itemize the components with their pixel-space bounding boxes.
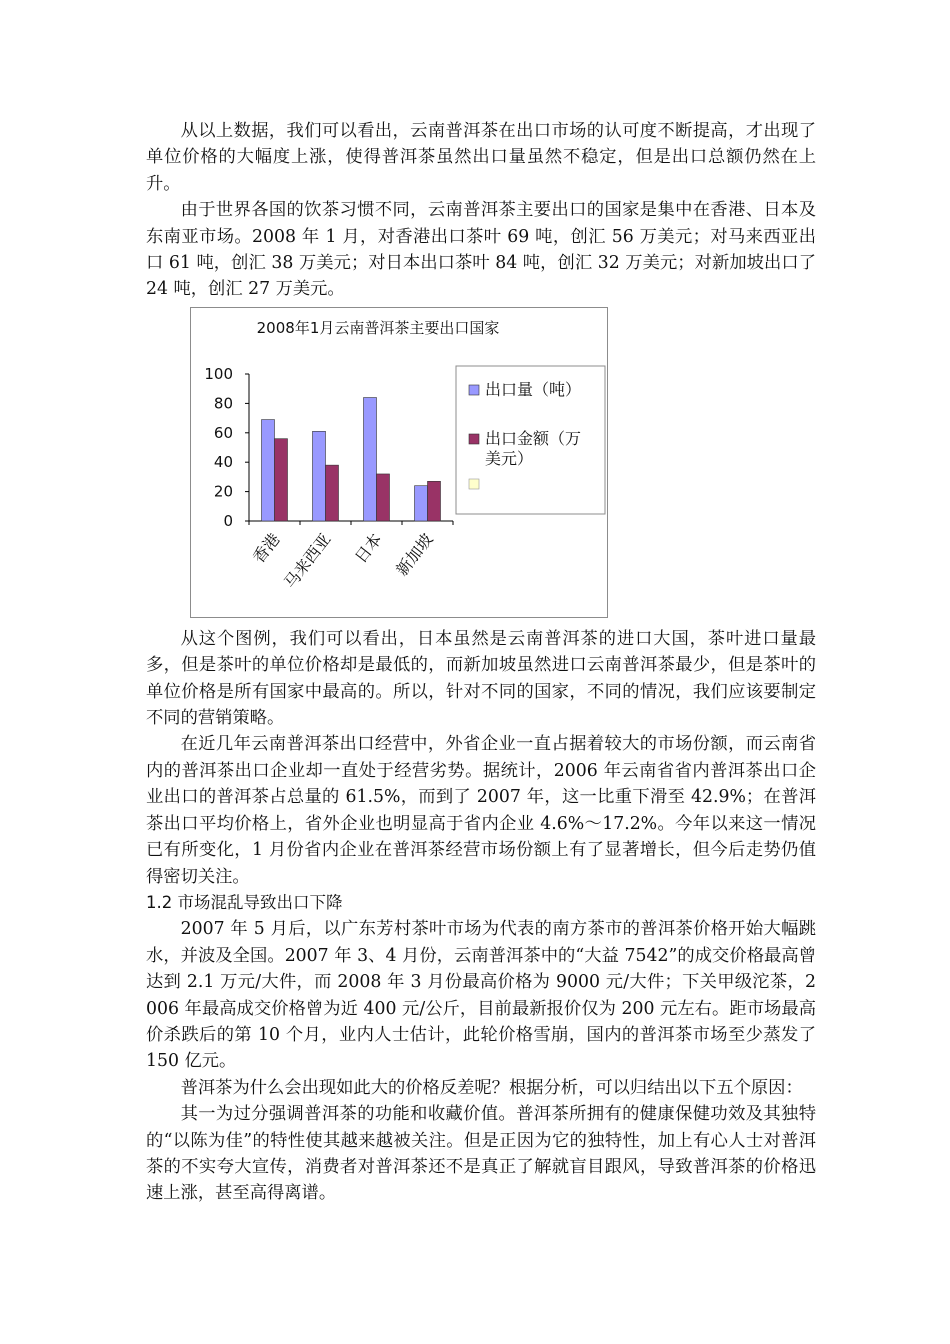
- bar-value-3: [428, 481, 441, 521]
- legend-label-export-value-line1: 出口金额（万: [485, 428, 582, 448]
- bar-volume-1: [313, 431, 326, 521]
- paragraph-five-reasons: 普洱茶为什么会出现如此大的价格反差呢？根据分析，可以归结出以下五个原因：: [180, 1077, 803, 1098]
- y-tick-label: 60: [213, 423, 233, 442]
- section-heading: 1.2 市场混乱导致出口下降: [146, 892, 343, 912]
- bar-value-1: [326, 465, 339, 521]
- paragraph-export-countries: 由于世界各国的饮茶习惯不同，云南普洱茶主要出口的国家是集中在香港、日本及东南亚市场。2008 年 1 月，对香港出口茶叶 69 吨，创汇 56 万美元；对马来西亚出口 61 吨，创汇 38 万美元；对日本出口茶叶 84 吨，创汇 32 万美元；对新加坡出口了 24 吨，创汇 27 万美元。: [146, 200, 816, 300]
- chart-title: 2008年1月云南普洱茶主要出口国家: [256, 318, 500, 337]
- y-tick-label: 40: [213, 453, 233, 472]
- y-tick-label: 20: [213, 482, 233, 501]
- category-label: 新加坡: [392, 529, 437, 580]
- bar-volume-2: [364, 397, 377, 520]
- category-label: 马来西亚: [280, 529, 335, 592]
- legend-swatch-export-value: [469, 434, 479, 444]
- legend-label-export-volume: 出口量（吨）: [485, 379, 582, 399]
- legend-label-export-value-line2: 美元）: [485, 448, 534, 468]
- bar-value-2: [377, 474, 390, 521]
- document-page: [146, 118, 816, 1207]
- paragraph-reason-one: 其一为过分强调普洱茶的功能和收藏价值。普洱茶所拥有的健康保健功效及其独特的“以陈为佳”的特性使其越来越被关注。但是正因为它的独特性，加上有心人士对普洱茶的不实夸大宣传，消费者对普洱茶还不是真正了解就盲目跟风，导致普洱茶的价格迅速上涨，甚至高得离谱。: [146, 1104, 816, 1204]
- legend: [456, 366, 605, 514]
- bar-volume-0: [262, 419, 275, 520]
- category-label: 日本: [350, 529, 386, 567]
- legend-swatch-export-volume: [469, 385, 479, 395]
- y-tick-label: 80: [213, 394, 233, 413]
- bar-volume-3: [415, 486, 428, 521]
- chart-canvas: [191, 308, 607, 617]
- export-chart: [190, 307, 608, 618]
- bar-value-0: [275, 439, 288, 521]
- legend-swatch-empty: [469, 479, 479, 489]
- bars: [262, 397, 441, 520]
- paragraph-price-crash: 2007 年 5 月后，以广东芳村茶叶市场为代表的南方茶市的普洱茶价格开始大幅跳水，并波及全国。2007 年 3、4 月份，云南普洱茶中的“大益 7542”的成交价格最高曾达到 2.1 万元/大件，而 2008 年 3 月份最高价格为 9000 元/大件；下关甲级沱茶，2006 年最高成交价格曾为近 400 元/公斤，目前最新报价仅为 200 元左右。距市场最高价杀跌后的第 10 个月，业内人士估计，此轮价格雪崩，国内的普洱茶市场至少蒸发了 150 亿元。: [146, 919, 816, 1072]
- y-tick-label: 100: [204, 364, 233, 383]
- paragraph-market-share: 在近几年云南普洱茶出口经营中，外省企业一直占据着较大的市场份额，而云南省内的普洱茶出口企业却一直处于经营劣势。据统计，2006 年云南省省内普洱茶出口企业出口的普洱茶占总量的 61.5%，而到了 2007 年，这一比重下滑至 42.9%；在普洱茶出口平均价格上，省外企业也明显高于省内企业 4.6%～17.2%。今年以来这一情况已有所变化，1 月份省内企业在普洱茶经营市场份额上有了显著增长，但今后走势仍值得密切关注。: [146, 734, 816, 887]
- paragraph-export-recognition: 从以上数据，我们可以看出，云南普洱茶在出口市场的认可度不断提高，才出现了单位价格的大幅度上涨，使得普洱茶虽然出口量虽然不稳定，但是出口总额仍然在上升。: [146, 121, 816, 194]
- category-label: 香港: [248, 529, 284, 567]
- paragraph-chart-analysis: 从这个图例，我们可以看出，日本虽然是云南普洱茶的进口大国，茶叶进口量最多，但是茶叶的单位价格却是最低的，而新加坡虽然进口云南普洱茶最少，但是茶叶的单位价格是所有国家中最高的。所以，针对不同的国家，不同的情况，我们应该要制定不同的营销策略。: [146, 628, 816, 729]
- y-tick-label: 0: [223, 511, 233, 530]
- x-axis-labels: [249, 530, 437, 592]
